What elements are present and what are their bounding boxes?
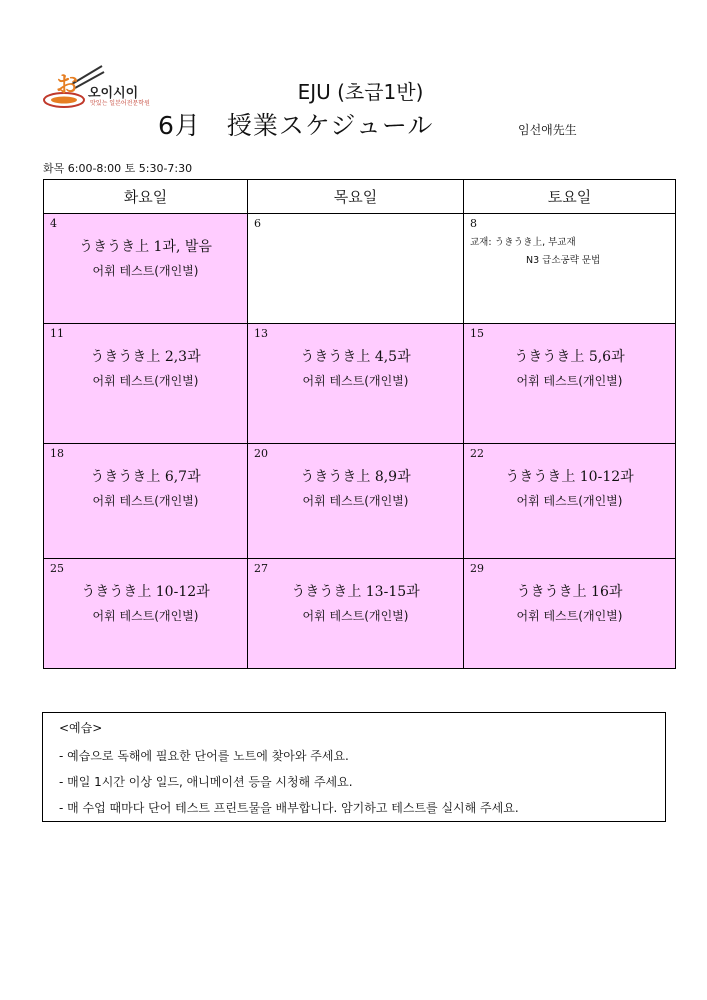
- day-cell: [248, 559, 464, 669]
- header-saturday: 토요일: [464, 180, 676, 214]
- day-cell: [44, 444, 248, 559]
- vocab-test-text: 어휘 테스트(개인별): [302, 494, 409, 508]
- day-cell: [464, 444, 676, 559]
- lesson-text: うきうき上 6,7과: [90, 469, 201, 485]
- week-row-3: [44, 444, 676, 559]
- lesson-text: うきうき上 13-15과: [291, 584, 420, 600]
- day-number: 15: [470, 327, 484, 340]
- class-schedule: 화목 6:00-8:00 토 5:30-7:30: [43, 162, 193, 175]
- vocab-test-text: 어휘 테스트(개인별): [92, 264, 199, 278]
- page-subtitle: 6月 授業スケジュール: [158, 111, 434, 140]
- page-title: EJU (초급1반): [297, 80, 424, 104]
- supplementary-info: N3 급소공략 문법: [526, 255, 601, 266]
- day-number: 18: [50, 447, 64, 460]
- textbook-info: 교재: うきうき上, 부교재: [470, 237, 576, 248]
- day-cell: [464, 324, 676, 444]
- week-row-4: [44, 559, 676, 669]
- week-row-1: [44, 214, 676, 324]
- day-cell: [248, 324, 464, 444]
- vocab-test-text: 어휘 테스트(개인별): [92, 374, 199, 388]
- lesson-text: うきうき上 1과, 발음: [79, 239, 212, 255]
- day-cell: [464, 214, 676, 324]
- header-tuesday: 화요일: [44, 180, 248, 214]
- lesson-text: うきうき上 2,3과: [90, 349, 201, 365]
- note-item: - 예습으로 독해에 필요한 단어를 노트에 찾아와 주세요.: [59, 749, 349, 763]
- day-number: 20: [254, 447, 268, 460]
- logo-text: 오이시이: [88, 86, 139, 101]
- week-row-2: [44, 324, 676, 444]
- day-number: 27: [254, 562, 268, 575]
- header-thursday: 목요일: [248, 180, 464, 214]
- lesson-text: うきうき上 16과: [516, 584, 623, 600]
- day-number: 8: [470, 217, 477, 230]
- day-number: 4: [50, 217, 57, 230]
- lesson-text: うきうき上 8,9과: [300, 469, 411, 485]
- lesson-text: うきうき上 4,5과: [300, 349, 411, 365]
- note-item: - 매 수업 때마다 단어 테스트 프린트물을 배부합니다. 암기하고 테스트를 실시해 주세요.: [59, 801, 519, 815]
- day-number: 29: [470, 562, 484, 575]
- day-number: 13: [254, 327, 268, 340]
- schedule-table: [43, 179, 676, 669]
- preparation-notes-box: [42, 712, 666, 822]
- table-header-row: [44, 180, 676, 214]
- vocab-test-text: 어휘 테스트(개인별): [302, 609, 409, 623]
- day-cell: [248, 444, 464, 559]
- vocab-test-text: 어휘 테스트(개인별): [516, 494, 623, 508]
- logo-subtext: 맛있는 일본어전문학원: [90, 100, 150, 107]
- day-number: 6: [254, 217, 261, 230]
- vocab-test-text: 어휘 테스트(개인별): [92, 609, 199, 623]
- teacher-name: 임선애先生: [518, 123, 577, 137]
- day-number: 25: [50, 562, 64, 575]
- lesson-text: うきうき上 5,6과: [514, 349, 625, 365]
- vocab-test-text: 어휘 테스트(개인별): [516, 374, 623, 388]
- lesson-text: うきうき上 10-12과: [81, 584, 210, 600]
- day-cell: [44, 214, 248, 324]
- day-cell: [44, 324, 248, 444]
- notes-title: <예습>: [59, 721, 103, 735]
- logo-mark: お: [56, 73, 79, 98]
- day-cell: [44, 559, 248, 669]
- day-number: 22: [470, 447, 484, 460]
- day-number: 11: [50, 327, 64, 340]
- vocab-test-text: 어휘 테스트(개인별): [516, 609, 623, 623]
- note-item: - 매일 1시간 이상 일드, 애니메이션 등을 시청해 주세요.: [59, 775, 353, 789]
- day-cell: [464, 559, 676, 669]
- lesson-text: うきうき上 10-12과: [505, 469, 634, 485]
- vocab-test-text: 어휘 테스트(개인별): [92, 494, 199, 508]
- vocab-test-text: 어휘 테스트(개인별): [302, 374, 409, 388]
- day-cell: [248, 214, 464, 324]
